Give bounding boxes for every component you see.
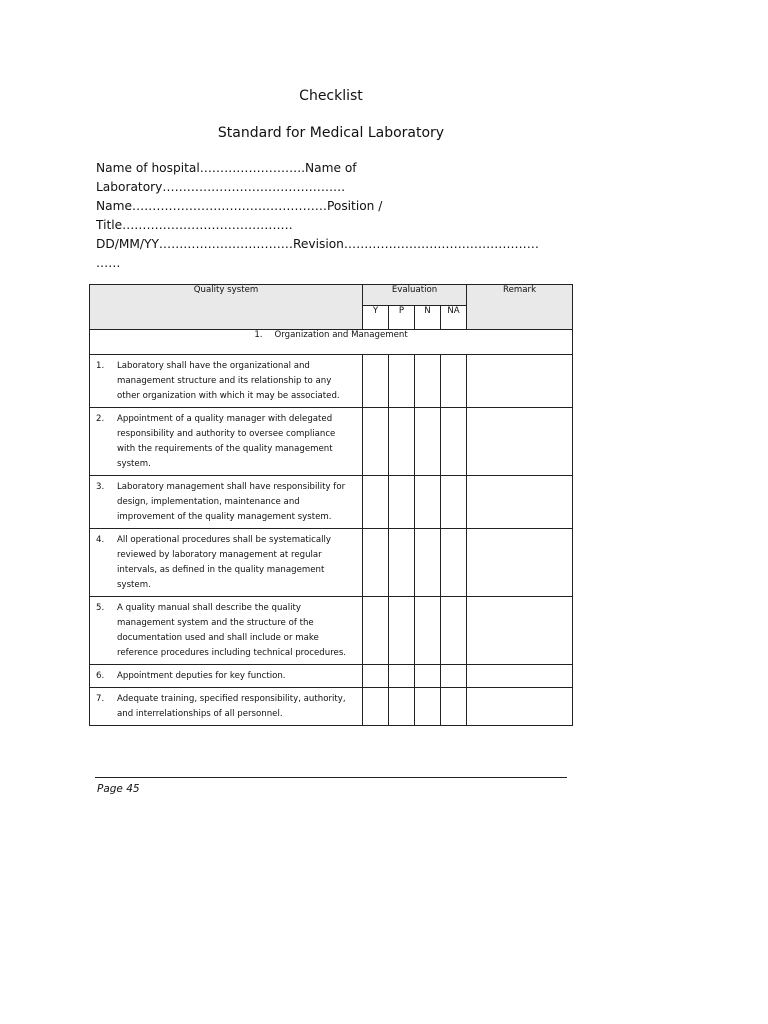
- table-row: [90, 597, 573, 665]
- col-header-evaluation: Evaluation: [363, 285, 467, 306]
- cell-p[interactable]: [389, 688, 415, 726]
- item-number: 6.: [96, 671, 105, 681]
- cell-na[interactable]: [441, 529, 467, 597]
- item-number: 1.: [96, 361, 105, 371]
- footer-divider: [95, 777, 567, 778]
- col-header-na: NA: [441, 306, 467, 330]
- form-line-laboratory: Laboratory………………………………………: [96, 180, 346, 194]
- cell-na[interactable]: [441, 597, 467, 665]
- cell-y[interactable]: [363, 529, 389, 597]
- col-header-remark: Remark: [467, 285, 573, 330]
- col-header-n: N: [415, 306, 441, 330]
- form-line-name: Name…………………………………………Position /: [96, 199, 383, 213]
- table-row: [90, 476, 573, 529]
- cell-remark[interactable]: [467, 688, 573, 726]
- cell-na[interactable]: [441, 355, 467, 408]
- cell-p[interactable]: [389, 355, 415, 408]
- header-form: [96, 159, 566, 273]
- cell-n[interactable]: [415, 476, 441, 529]
- section-number: 1.: [254, 330, 263, 340]
- item-number: 3.: [96, 482, 105, 492]
- page-subtitle: Standard for Medical Laboratory: [217, 125, 445, 141]
- page-number: Page 45: [97, 783, 140, 795]
- checklist-table: [89, 284, 573, 726]
- cell-na[interactable]: [441, 688, 467, 726]
- form-line-hospital: Name of hospital……………………..Name of: [96, 161, 357, 175]
- form-line-date-revision: DD/MM/YY……………………………Revision…………………………………………: [96, 237, 539, 251]
- form-line-title: Title……………………………………: [96, 218, 293, 232]
- cell-na[interactable]: [441, 408, 467, 476]
- cell-p[interactable]: [389, 597, 415, 665]
- cell-y[interactable]: [363, 597, 389, 665]
- item-text: All operational procedures shall be systematically reviewed by laboratory management at regular intervals, as defined in the quality management system.: [117, 535, 331, 590]
- cell-na[interactable]: [441, 665, 467, 688]
- cell-n[interactable]: [415, 355, 441, 408]
- table-row: [90, 665, 573, 688]
- cell-y[interactable]: [363, 355, 389, 408]
- cell-y[interactable]: [363, 688, 389, 726]
- form-line-continuation: ……: [96, 256, 121, 270]
- cell-n[interactable]: [415, 665, 441, 688]
- cell-remark[interactable]: [467, 529, 573, 597]
- col-header-y: Y: [363, 306, 389, 330]
- item-text: Appointment of a quality manager with delegated responsibility and authority to oversee compliance with the requirements of the quality management system.: [117, 414, 336, 469]
- cell-remark[interactable]: [467, 597, 573, 665]
- cell-y[interactable]: [363, 665, 389, 688]
- table-row: [90, 355, 573, 408]
- item-number: 4.: [96, 535, 105, 545]
- table-row: [90, 688, 573, 726]
- section-row: [90, 330, 573, 355]
- cell-remark[interactable]: [467, 355, 573, 408]
- item-number: 2.: [96, 414, 105, 424]
- section-title: Organization and Management: [274, 330, 408, 340]
- item-text: Appointment deputies for key function.: [117, 671, 286, 681]
- item-text: A quality manual shall describe the quality management system and the structure of the documentation used and shall include or make reference procedures including technical procedures.: [117, 603, 347, 658]
- table-row: [90, 408, 573, 476]
- item-text: Laboratory shall have the organizational and management structure and its relationship to any other organization with which it may be associated.: [117, 361, 340, 401]
- cell-remark[interactable]: [467, 408, 573, 476]
- cell-na[interactable]: [441, 476, 467, 529]
- cell-n[interactable]: [415, 688, 441, 726]
- cell-remark[interactable]: [467, 476, 573, 529]
- item-text: Laboratory management shall have responsibility for design, implementation, maintenance and improvement of the quality management system.: [117, 482, 346, 522]
- cell-p[interactable]: [389, 408, 415, 476]
- cell-p[interactable]: [389, 476, 415, 529]
- col-header-quality-system: Quality system: [90, 285, 363, 330]
- cell-y[interactable]: [363, 408, 389, 476]
- cell-n[interactable]: [415, 597, 441, 665]
- cell-y[interactable]: [363, 476, 389, 529]
- item-number: 5.: [96, 603, 105, 613]
- item-number: 7.: [96, 694, 105, 704]
- table-row: [90, 529, 573, 597]
- item-text: Adequate training, specified responsibility, authority, and interrelationships of all personnel.: [117, 694, 346, 719]
- cell-n[interactable]: [415, 529, 441, 597]
- cell-n[interactable]: [415, 408, 441, 476]
- cell-p[interactable]: [389, 529, 415, 597]
- cell-p[interactable]: [389, 665, 415, 688]
- cell-remark[interactable]: [467, 665, 573, 688]
- col-header-p: P: [389, 306, 415, 330]
- page-title: Checklist: [299, 88, 363, 104]
